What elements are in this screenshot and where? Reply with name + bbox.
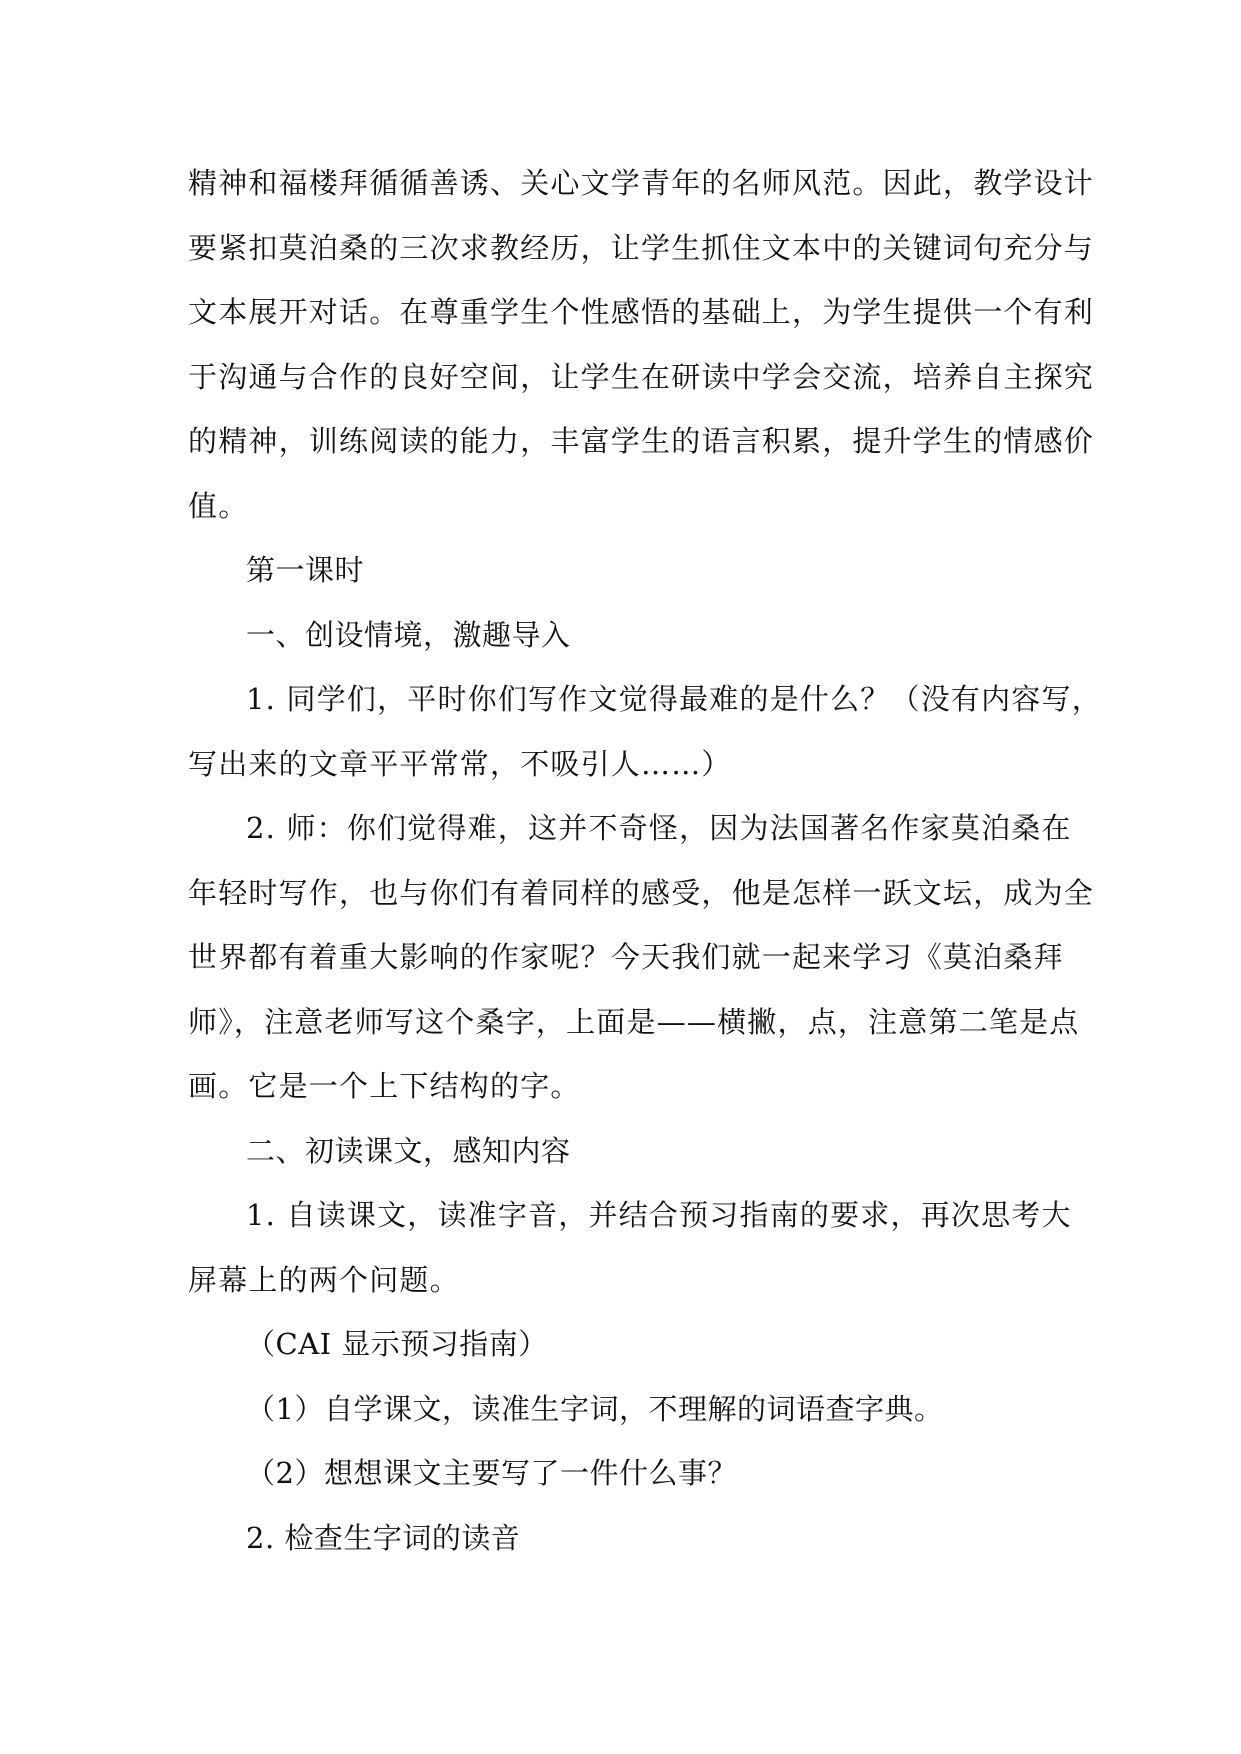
text-line: 精神和福楼拜循循善诱、关心文学青年的名师风范。因此，教学设计	[188, 166, 1095, 200]
text-line: 值。	[188, 488, 249, 523]
text-line: 文本展开对话。在尊重学生个性感悟的基础上，为学生提供一个有利	[188, 295, 1095, 329]
text-line: 师》，注意老师写这个桑字，上面是——横撇，点，注意第二笔是点	[188, 1004, 1080, 1039]
document-page	[188, 158, 1102, 1577]
text-line: 屏幕上的两个问题。	[188, 1262, 460, 1297]
step-paragraph	[188, 674, 1102, 803]
text-line: 年轻时写作，也与你们有着同样的感受，他是怎样一跃文坛，成为全	[188, 875, 1095, 910]
lesson-heading: 第一课时	[246, 553, 365, 587]
intro-paragraph	[188, 158, 1095, 545]
text-line: 要紧扣莫泊桑的三次求教经历，让学生抓住文本中的关键词句充分与	[188, 230, 1095, 265]
list-item: （2）想想课文主要写了一件什么事？	[246, 1456, 737, 1490]
step-line: 2. 检查生字词的读音	[246, 1520, 521, 1555]
text-line: 的精神，训练阅读的能力，丰富学生的语言积累，提升学生的情感价	[188, 424, 1095, 458]
section-heading: 一、创设情境，激趣导入	[246, 617, 571, 652]
text-line: 写出来的文章平平常常，不吸引人……）	[188, 746, 732, 781]
list-item: （1）自学课文，读准生字词，不理解的词语查字典。	[246, 1391, 944, 1426]
text-line: 画。它是一个上下结构的字。	[188, 1069, 581, 1103]
text-line: 世界都有着重大影响的作家呢？今天我们就一起来学习《莫泊桑拜	[188, 940, 1064, 974]
text-line: 1. 自读课文，读准字音，并结合预习指南的要求，再次思考大	[246, 1198, 1072, 1232]
text-line: 2. 师：你们觉得难，这并不奇怪，因为法国著名作家莫泊桑在	[246, 811, 1072, 845]
step-paragraph	[188, 1190, 1072, 1319]
section-heading: 二、初读课文，感知内容	[246, 1133, 571, 1168]
step-paragraph	[188, 803, 1095, 1126]
cai-note: （CAI 显示预习指南）	[246, 1327, 548, 1361]
text-line: 1. 同学们，平时你们写作文觉得最难的是什么？（没有内容写，	[246, 682, 1102, 716]
text-line: 于沟通与合作的良好空间，让学生在研读中学会交流，培养自主探究	[188, 359, 1095, 394]
